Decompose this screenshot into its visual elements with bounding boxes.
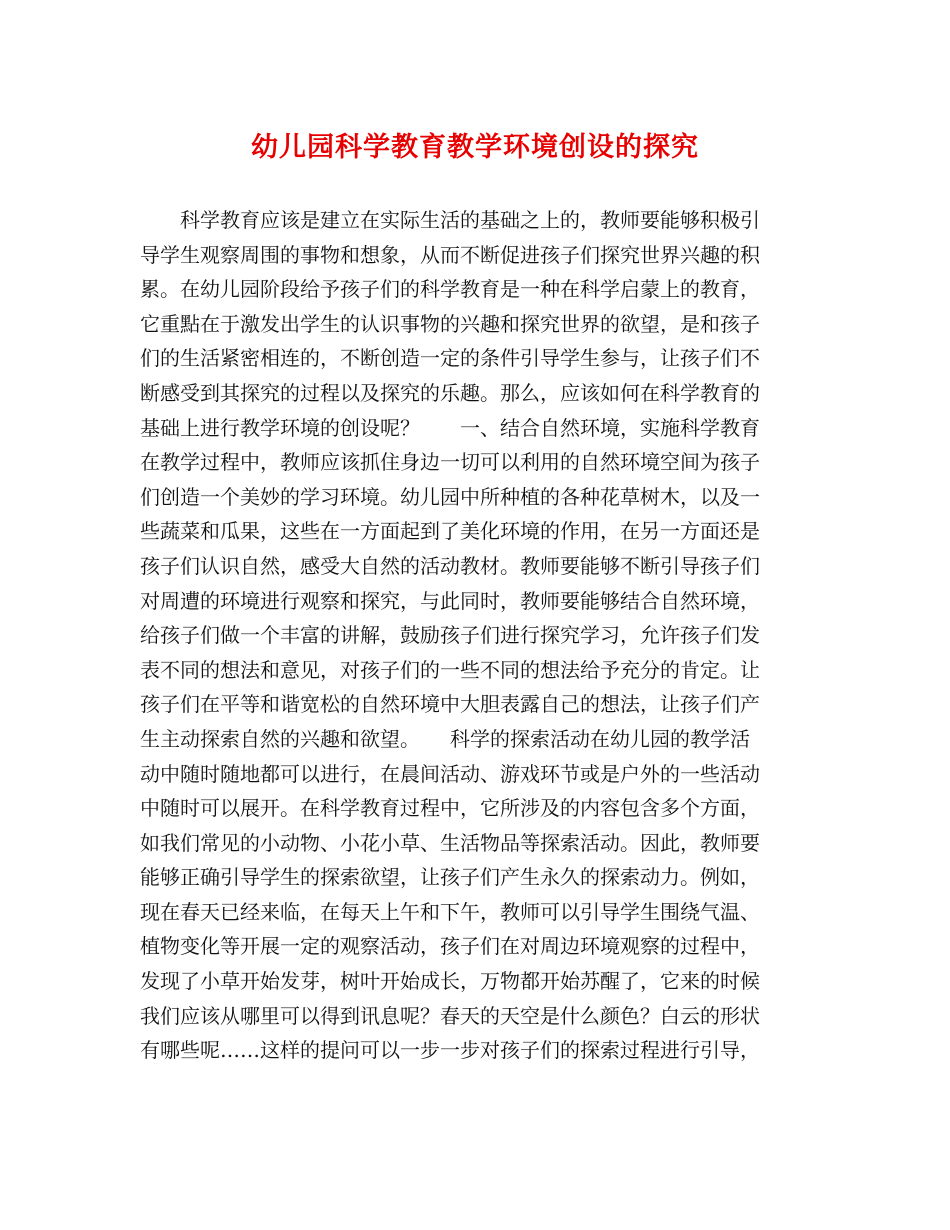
body-line: 有哪些呢……这样的提问可以一步一步对孩子们的探索过程进行引导，: [140, 1038, 760, 1063]
body-line: 孩子们认识自然，感受大自然的活动教材。教师要能够不断引导孩子们: [140, 553, 760, 578]
body-line: 导学生观察周围的事物和想象，从而不断促进孩子们探究世界兴趣的积: [140, 242, 760, 267]
body-line: 动中随时随地都可以进行，在晨间活动、游戏环节或是户外的一些活动: [140, 761, 760, 786]
body-line: 表不同的想法和意见，对孩子们的一些不同的想法给予充分的肯定。让: [140, 657, 760, 682]
body-line: 植物变化等开展一定的观察活动，孩子们在对周边环境观察的过程中，: [140, 934, 760, 959]
body-line: 给孩子们做一个丰富的讲解，鼓励孩子们进行探究学习，允许孩子们发: [140, 623, 760, 648]
body-line: 基础上进行教学环境的创设呢？ 一、结合自然环境，实施科学教育: [140, 415, 760, 440]
body-line: 发现了小草开始发芽，树叶开始成长，万物都开始苏醒了，它来的时候: [140, 969, 760, 994]
document-title: 幼儿园科学教育教学环境创设的探究: [251, 132, 699, 163]
body-line: 如我们常见的小动物、小花小草、生活物品等探索活动。因此，教师要: [140, 830, 760, 855]
body-line: 们创造一个美妙的学习环境。幼儿园中所种植的各种花草树木，以及一: [140, 484, 760, 509]
body-line: 累。在幼儿园阶段给予孩子们的科学教育是一种在科学启蒙上的教育，: [140, 277, 760, 302]
body-line: 生主动探索自然的兴趣和欲望。 科学的探索活动在幼儿园的教学活: [140, 726, 750, 751]
body-line: 孩子们在平等和谐宽松的自然环境中大胆表露自己的想法，让孩子们产: [140, 692, 760, 717]
body-line: 科学教育应该是建立在实际生活的基础之上的，教师要能够积极引: [140, 208, 760, 232]
body-line: 现在春天已经来临，在每天上午和下午，教师可以引导学生围绕气温、: [140, 899, 760, 924]
body-line: 对周遭的环境进行观察和探究，与此同时，教师要能够结合自然环境，: [140, 588, 760, 613]
body-line: 中随时可以展开。在科学教育过程中，它所涉及的内容包含多个方面，: [140, 796, 760, 821]
body-line: 它重點在于激发出学生的认识事物的兴趣和探究世界的欲望，是和孩子: [140, 311, 760, 336]
body-line: 们的生活紧密相连的，不断创造一定的条件引导学生参与，让孩子们不: [140, 346, 760, 371]
document-body: [140, 203, 812, 1068]
body-line: 些蔬菜和瓜果，这些在一方面起到了美化环境的作用，在另一方面还是: [140, 519, 760, 544]
body-line: 断感受到其探究的过程以及探究的乐趣。那么，应该如何在科学教育的: [140, 380, 760, 405]
body-line: 在教学过程中，教师应该抓住身边一切可以利用的自然环境空间为孩子: [140, 450, 760, 475]
body-line: 我们应该从哪里可以得到讯息呢？春天的天空是什么颜色？白云的形状: [140, 1003, 760, 1028]
body-line: 能够正确引导学生的探索欲望，让孩子们产生永久的探索动力。例如，: [140, 865, 760, 890]
